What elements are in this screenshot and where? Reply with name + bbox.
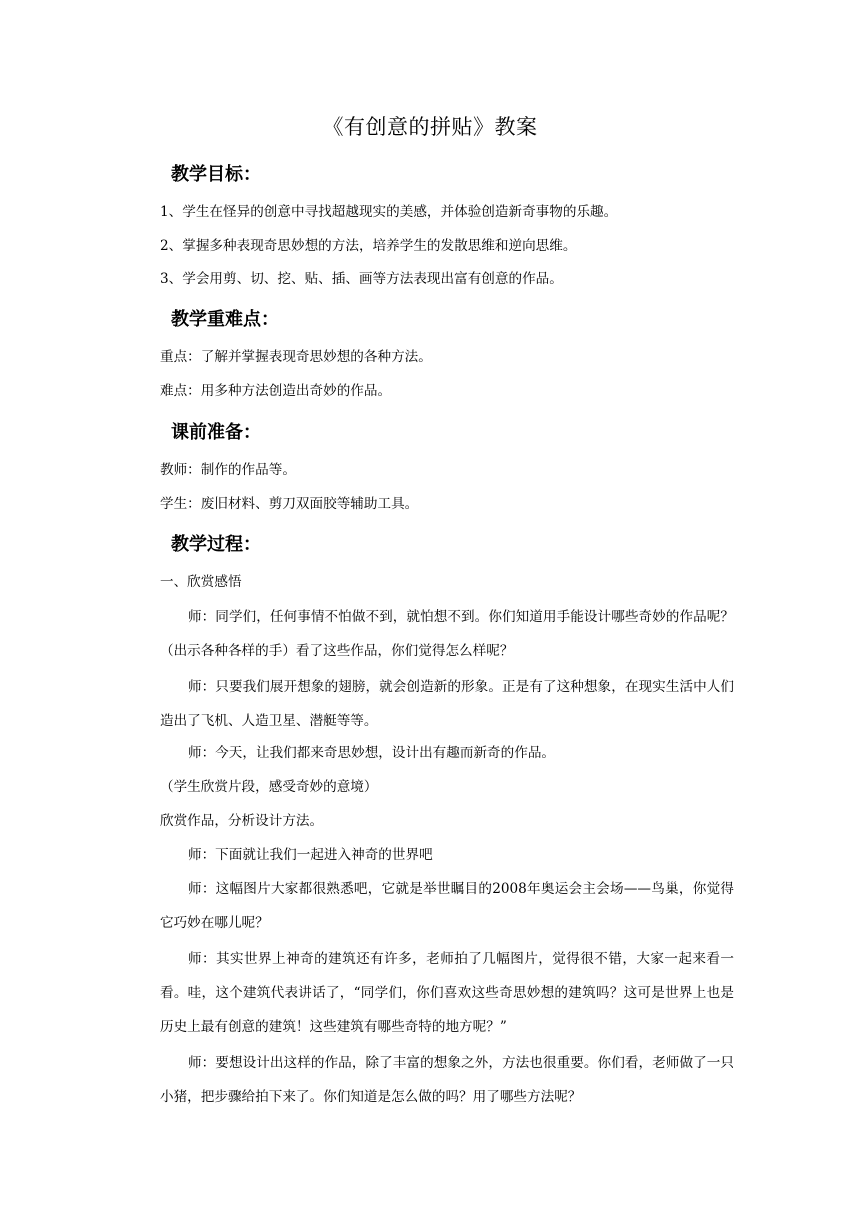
- prep-item-1: 教师：制作的作品等。: [160, 462, 296, 478]
- prep-item-2: 学生：废旧材料、剪刀双面胶等辅助工具。: [160, 496, 419, 512]
- process-paragraph: 师：同学们，任何事情不怕做不到，就怕想不到。你们知道用手能设计哪些奇妙的作品呢？（出示各种各样的手）看了这些作品，你们觉得怎么样呢？: [160, 609, 734, 659]
- heading-keypoints: 教学重难点：: [171, 309, 279, 330]
- keypoint-item-2: 难点：用多种方法创造出奇妙的作品。: [160, 383, 392, 399]
- heading-goals: 教学目标：: [171, 164, 261, 185]
- heading-process: 教学过程：: [171, 534, 261, 555]
- process-paragraph: 师：下面就让我们一起进入神奇的世界吧: [188, 847, 433, 863]
- process-paragraph: 师：这幅图片大家都很熟悉吧，它就是举世瞩目的2008年奥运会主会场——鸟巢，你觉得它巧妙在哪儿呢？: [160, 881, 734, 931]
- process-paragraph: （学生欣赏片段，感受奇妙的意境）: [160, 779, 378, 795]
- process-paragraph: 师：今天，让我们都来奇思妙想，设计出有趣而新奇的作品。: [188, 745, 556, 761]
- process-paragraph: 欣赏作品，分析设计方法。: [160, 813, 324, 829]
- process-paragraph: 一、欣赏感悟: [160, 574, 242, 590]
- goal-item-3: 3、学会用剪、切、挖、贴、插、画等方法表现出富有创意的作品。: [160, 271, 563, 287]
- heading-prep: 课前准备：: [171, 422, 261, 443]
- process-paragraph: 师：只要我们展开想象的翅膀，就会创造新的形象。正是有了这种想象，在现实生活中人们造出了飞机、人造卫星、潜艇等等。: [160, 679, 734, 729]
- document-title: 《有创意的拼贴》教案: [322, 115, 538, 139]
- goal-item-2: 2、掌握多种表现奇思妙想的方法，培养学生的发散思维和逆向思维。: [160, 238, 577, 254]
- keypoint-item-1: 重点：了解并掌握表现奇思妙想的各种方法。: [160, 349, 432, 365]
- process-paragraph: 师：要想设计出这样的作品，除了丰富的想象之外，方法也很重要。你们看，老师做了一只小猪，把步骤给拍下来了。你们知道是怎么做的吗？用了哪些方法呢？: [160, 1055, 734, 1105]
- goal-item-1: 1、学生在怪异的创意中寻找超越现实的美感，并体验创造新奇事物的乐趣。: [160, 204, 618, 220]
- process-paragraph: 师：其实世界上神奇的建筑还有许多，老师拍了几幅图片，觉得很不错，大家一起来看一看。哇，这个建筑代表讲话了，“同学们，你们喜欢这些奇思妙想的建筑吗？这可是世界上也是历史上最有创意的建筑！这些建筑有哪些奇特的地方呢？”: [160, 951, 734, 1035]
